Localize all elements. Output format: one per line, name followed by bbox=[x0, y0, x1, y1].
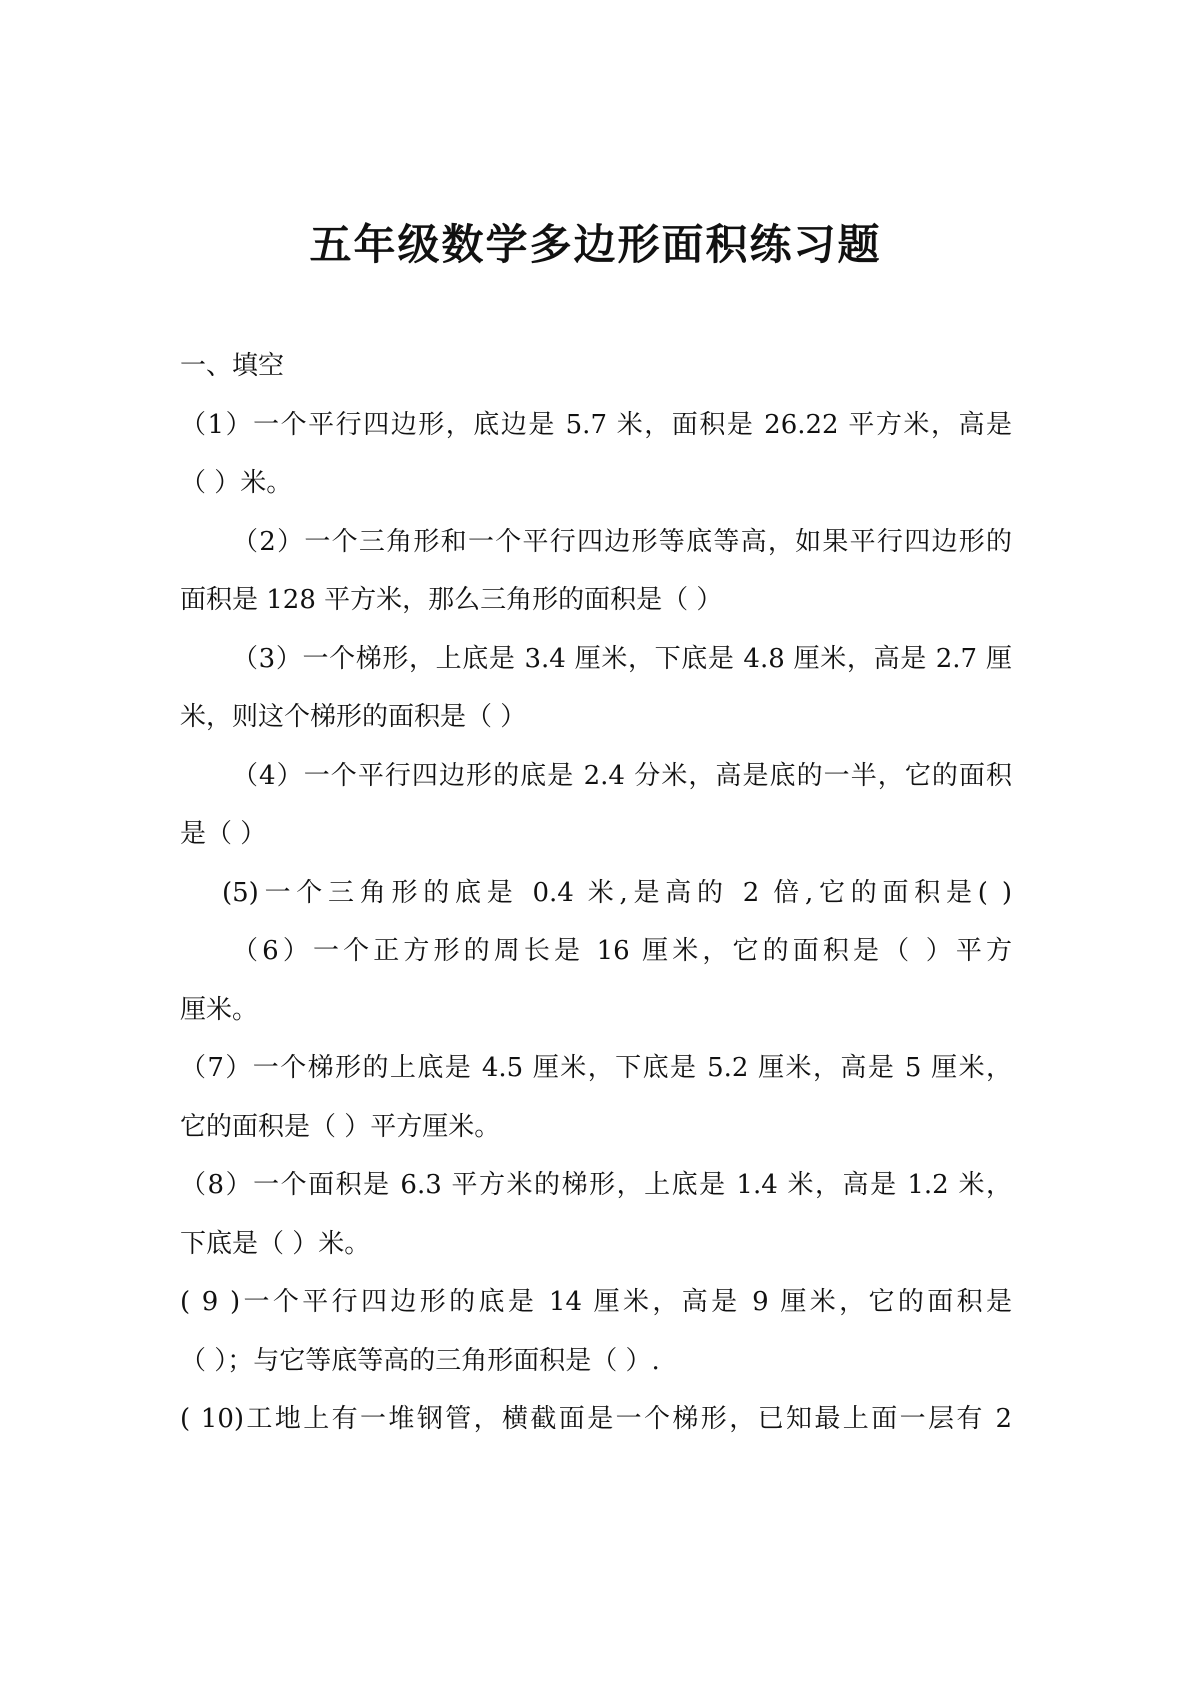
question-2-line-2: 面积是 128 平方米，那么三角形的面积是（ ） bbox=[180, 585, 723, 615]
question-9-line-2: （ ）；与它等底等高的三角形面积是（ ）. bbox=[180, 1346, 660, 1376]
section-heading: 一、填空 bbox=[180, 351, 285, 381]
question-6-line-2: 厘米。 bbox=[180, 995, 259, 1025]
question-5-line-1: (5)一个三角形的底是 0.4 米,是高的 2 倍,它的面积是( ) bbox=[222, 878, 1012, 908]
question-8-line-2: 下底是（ ）米。 bbox=[180, 1229, 371, 1259]
question-3-line-1: （3）一个梯形，上底是 3.4 厘米，下底是 4.8 厘米，高是 2.7 厘 bbox=[232, 644, 1012, 674]
question-8-line-1: （8）一个面积是 6.3 平方米的梯形，上底是 1.4 米，高是 1.2 米， bbox=[180, 1170, 1012, 1200]
question-7-line-2: 它的面积是（ ）平方厘米。 bbox=[180, 1112, 501, 1142]
page-title: 五年级数学多边形面积练习题 bbox=[309, 220, 882, 269]
question-4-line-1: （4）一个平行四边形的底是 2.4 分米，高是底的一半，它的面积 bbox=[232, 761, 1012, 791]
question-3-line-2: 米，则这个梯形的面积是（ ） bbox=[180, 702, 527, 732]
question-9-line-1: ( 9 )一个平行四边形的底是 14 厘米，高是 9 厘米，它的面积是 bbox=[180, 1287, 1012, 1317]
question-7-line-1: （7）一个梯形的上底是 4.5 厘米，下底是 5.2 厘米，高是 5 厘米， bbox=[180, 1053, 1012, 1083]
question-6-line-1: （6）一个正方形的周长是 16 厘米，它的面积是（ ）平方 bbox=[232, 936, 1012, 966]
question-2-line-1: （2）一个三角形和一个平行四边形等底等高，如果平行四边形的 bbox=[232, 527, 1012, 557]
question-1-line-1: （1）一个平行四边形，底边是 5.7 米，面积是 26.22 平方米，高是 bbox=[180, 410, 1012, 440]
question-10-line-1: ( 10)工地上有一堆钢管，横截面是一个梯形，已知最上面一层有 2 bbox=[180, 1404, 1012, 1434]
question-1-line-2: （ ）米。 bbox=[180, 468, 293, 498]
question-4-line-2: 是（ ） bbox=[180, 819, 267, 849]
